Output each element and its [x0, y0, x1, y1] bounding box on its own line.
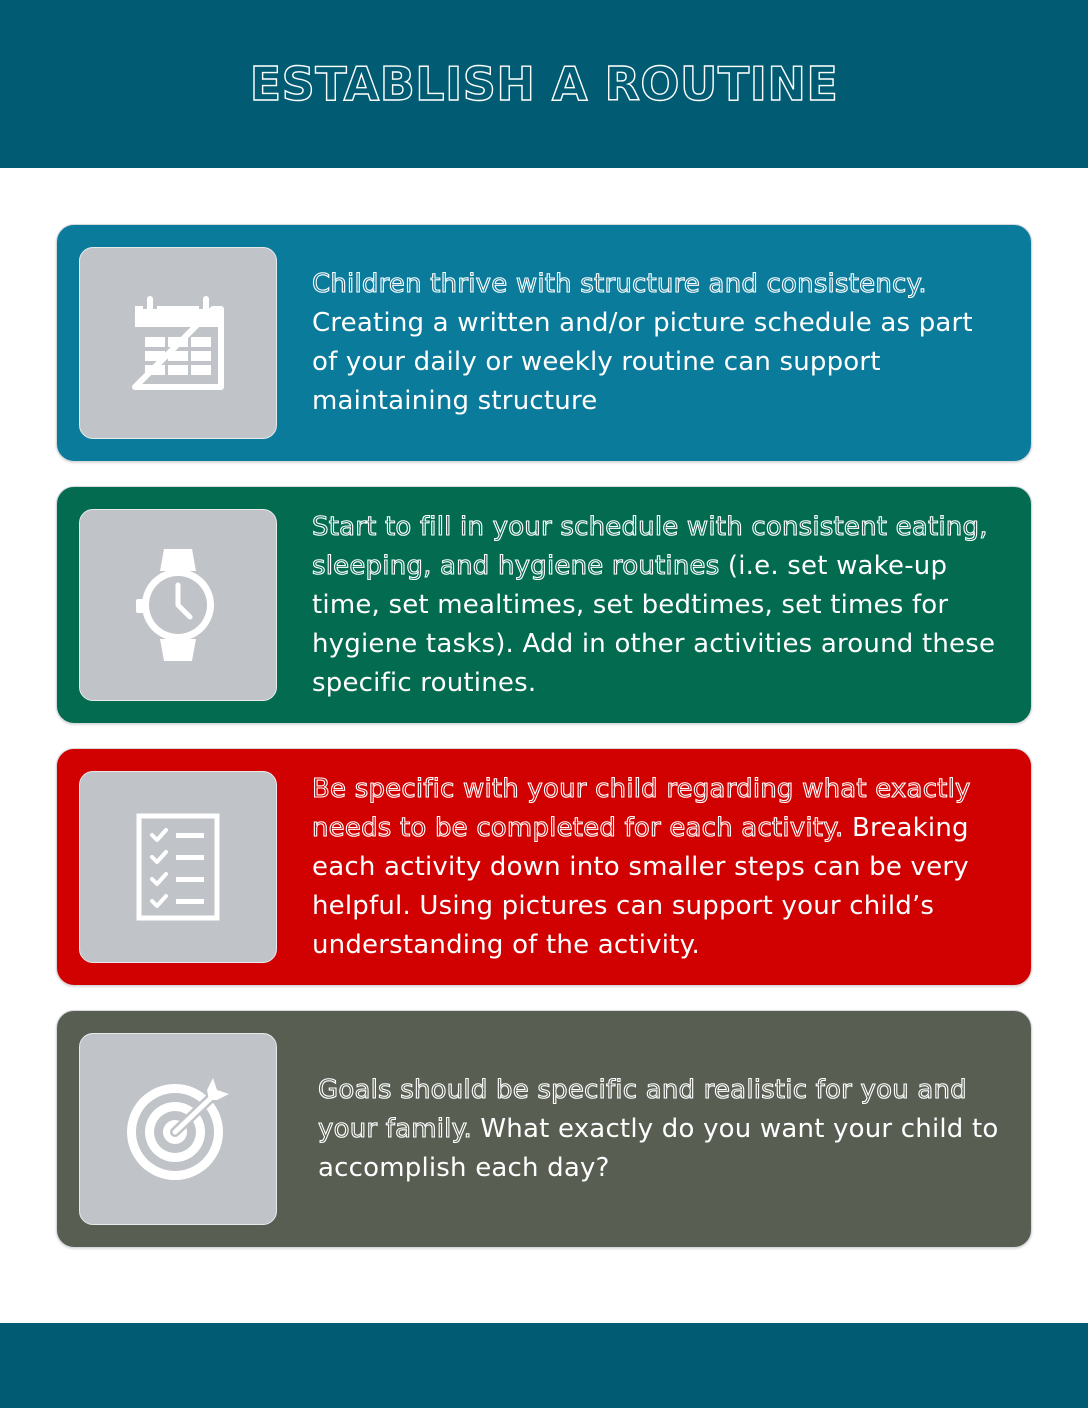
- tip-body: Creating a written and/or picture schedule as part of your daily or weekly routine can support maintaining structure: [312, 308, 973, 416]
- icon-tile: [79, 1033, 277, 1225]
- tip-card-specific: [56, 748, 1032, 986]
- header-band: [0, 0, 1088, 168]
- icon-tile: [79, 247, 277, 439]
- icon-tile: [79, 509, 277, 701]
- footer-band: [0, 1323, 1088, 1408]
- tip-lead: Be specific with your child regarding what exactly needs to be completed for each activity.: [312, 774, 971, 843]
- tip-body: What exactly do you want your child to accomplish each day?: [318, 1114, 999, 1183]
- tip-text: [318, 1071, 1005, 1188]
- wristwatch-icon: [136, 545, 220, 665]
- tip-lead: Children thrive with structure and consistency.: [312, 269, 927, 299]
- checklist-icon: [136, 813, 220, 921]
- tip-text: [312, 265, 1005, 421]
- tip-body: (i.e. set wake-up time, set mealtimes, set bedtimes, set times for hygiene tasks). Add in other activities around these specific routines.: [312, 551, 996, 698]
- tip-text: [312, 508, 1005, 703]
- tip-lead: Start to fill in your schedule with consistent eating, sleeping, and hygiene routines: [312, 512, 988, 581]
- tip-body: Breaking each activity down into smaller steps can be very helpful. Using pictures can support your child’s understanding of the activity.: [312, 813, 969, 960]
- tip-text: [312, 770, 1005, 965]
- tip-card-routines: [56, 486, 1032, 724]
- target-icon: [123, 1076, 233, 1182]
- calendar-icon: [131, 295, 225, 391]
- icon-tile: [79, 771, 277, 963]
- tip-card-schedule: [56, 224, 1032, 462]
- tip-lead: Goals should be specific and realistic for you and your family.: [318, 1075, 967, 1144]
- page-title: ESTABLISH A ROUTINE: [249, 57, 839, 111]
- tip-card-goals: [56, 1010, 1032, 1248]
